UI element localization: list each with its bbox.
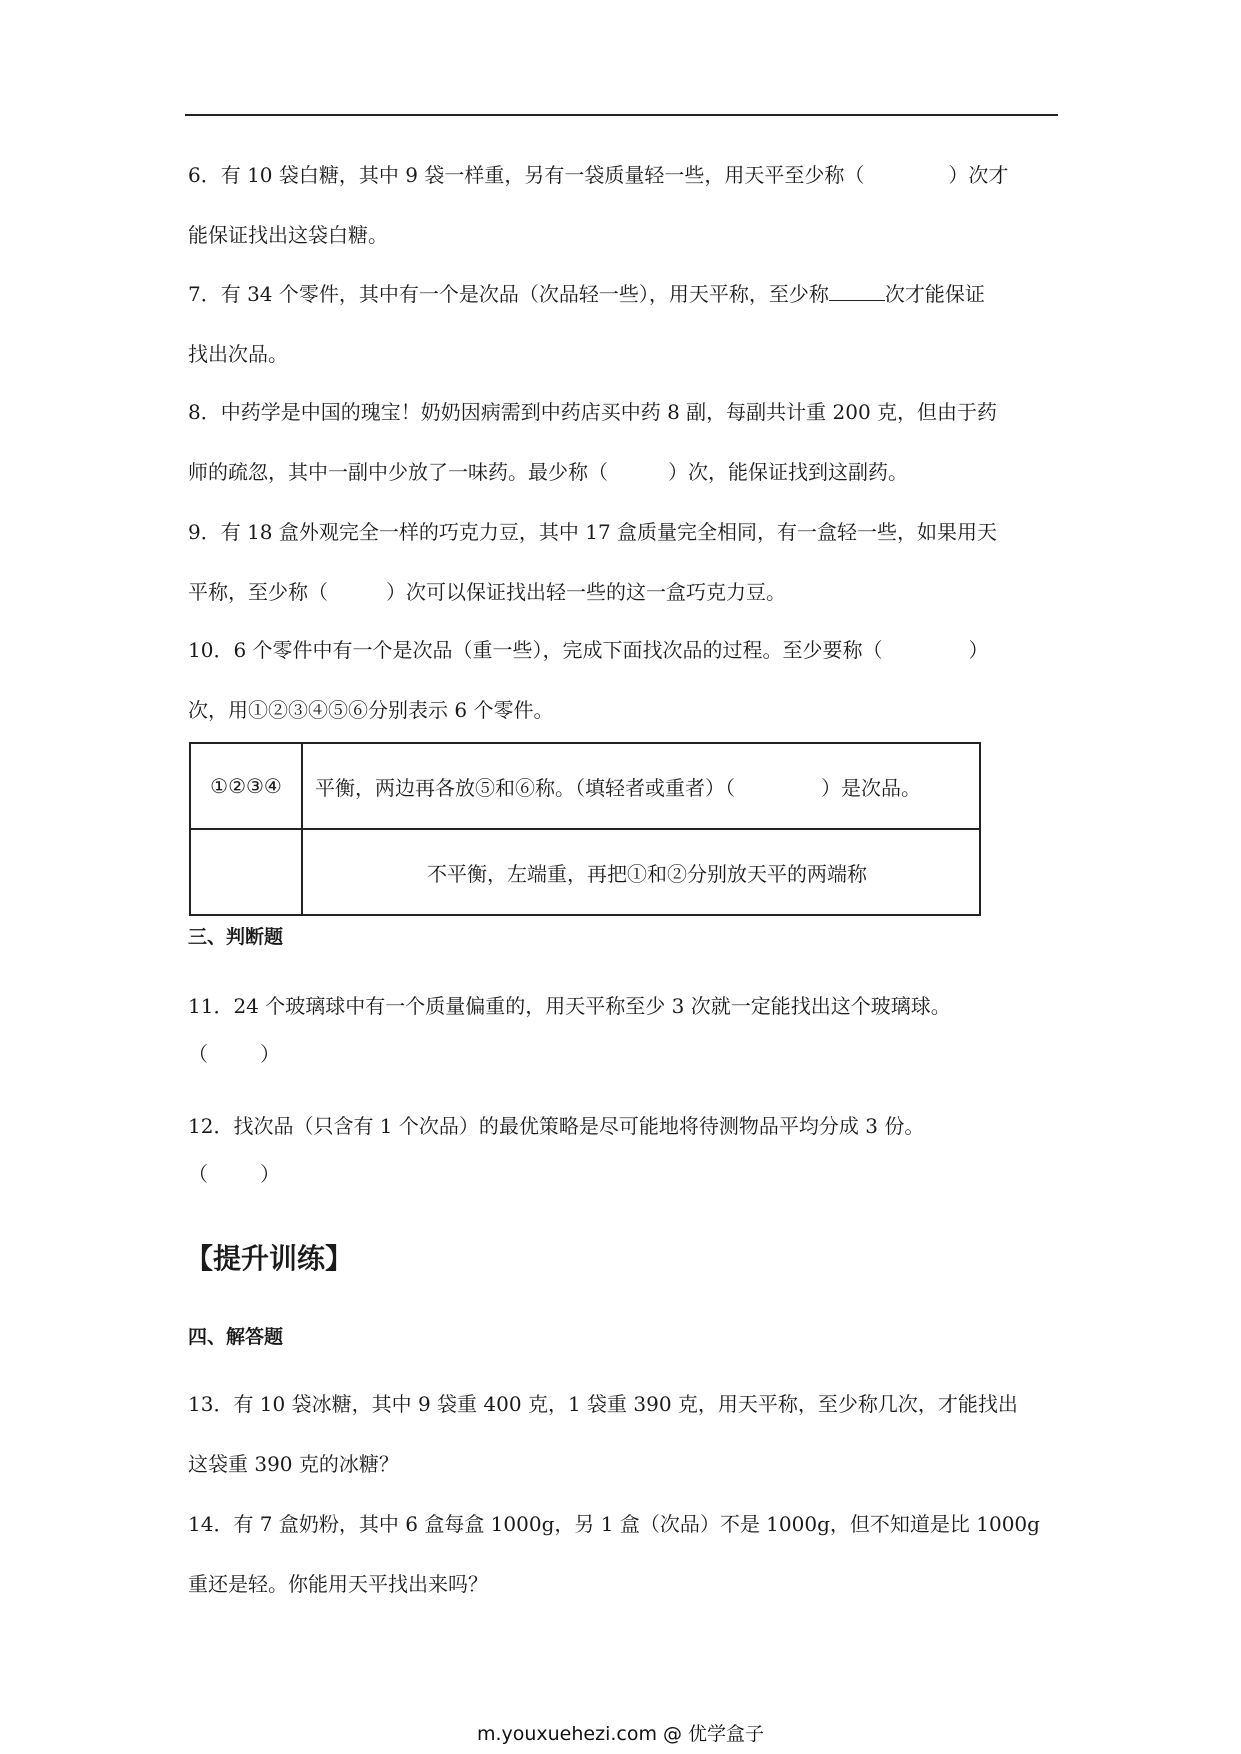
q10-text-b: ）	[968, 638, 989, 662]
q7-text-a: 7．有 34 个零件，其中有一个是次品（次品轻一些），用天平称，至少称	[188, 282, 829, 306]
q11-line1: 11．24 个玻璃球中有一个质量偏重的，用天平称至少 3 次就一定能找出这个玻璃球。	[188, 994, 951, 1018]
q9-text-b: ）次可以保证找出轻一些的这一盒巧克力豆。	[386, 580, 786, 604]
q12-line1: 12．找次品（只含有 1 个次品）的最优策略是尽可能地将待测物品平均分成 3 份。	[188, 1114, 925, 1138]
table-row	[190, 829, 980, 915]
question-9	[188, 502, 1058, 622]
q9-text-a: 平称，至少称（	[188, 580, 328, 604]
question-10	[188, 620, 1058, 740]
row1-text-b: ）是次品。	[821, 775, 921, 800]
q12-judge[interactable]	[188, 1150, 1058, 1198]
q8-text-b: ）次，能保证找到这副药。	[668, 460, 908, 484]
q6-text-b: ）次才	[948, 163, 1009, 187]
header-rule	[185, 114, 1058, 116]
footer-watermark: m.youxuehezi.com @ 优学盒子	[476, 1723, 765, 1745]
question-6	[188, 145, 1058, 265]
q11-judge[interactable]	[188, 1030, 1058, 1078]
q11-paren-close: ）	[260, 1042, 280, 1066]
q6-line2: 能保证找出这袋白糖。	[188, 223, 388, 247]
weighing-process-table	[189, 742, 981, 916]
q8-line1: 8．中药学是中国的瑰宝！奶奶因病需到中药店买中药 8 副，每副共计重 200 克，但由于药	[188, 400, 998, 424]
question-8	[188, 382, 1058, 502]
q12-paren-close: ）	[260, 1162, 280, 1186]
section3-title: 三、判断题	[188, 926, 284, 948]
q9-line1: 9．有 18 盒外观完全一样的巧克力豆，其中 17 盒质量完全相同，有一盒轻一些，如果用天	[188, 520, 998, 544]
question-12	[188, 1102, 1058, 1198]
q6-text-a: 6．有 10 袋白糖，其中 9 袋一样重，另有一袋质量轻一些，用天平至少称（	[188, 163, 865, 187]
table-row1-left: ①②③④	[190, 743, 302, 829]
q10-text-a: 10．6 个零件中有一个是次品（重一些），完成下面找次品的过程。至少要称（	[188, 638, 883, 662]
row1-text-a: 平衡，两边再各放⑤和⑥称。（填轻者或重者）（	[315, 775, 735, 800]
table-row1-right	[302, 743, 980, 829]
q8-text-a: 师的疏忽，其中一副中少放了一味药。最少称（	[188, 460, 608, 484]
section4-title: 四、解答题	[188, 1326, 284, 1348]
q10-line2: 次，用①②③④⑤⑥分别表示 6 个零件。	[188, 698, 554, 722]
q7-answer-blank[interactable]	[829, 282, 885, 301]
question-11	[188, 982, 1058, 1078]
q11-paren-open: （	[188, 1042, 208, 1066]
q7-line2: 找出次品。	[188, 342, 288, 366]
improve-title: 【提升训练】	[185, 1242, 354, 1275]
q12-paren-open: （	[188, 1162, 208, 1186]
q14-line2: 重还是轻。你能用天平找出来吗？	[188, 1572, 488, 1596]
q13-line1: 13．有 10 袋冰糖，其中 9 袋重 400 克，1 袋重 390 克，用天平称，至少称几次，才能找出	[188, 1392, 1018, 1416]
table-row	[190, 743, 980, 829]
table-row2-left	[190, 829, 302, 915]
q14-line1: 14．有 7 盒奶粉，其中 6 盒每盒 1000g，另 1 盒（次品）不是 1000g，但不知道是比 1000g	[188, 1512, 1040, 1536]
table-row2-right: 不平衡，左端重，再把①和②分别放天平的两端称	[302, 829, 980, 915]
q13-line2: 这袋重 390 克的冰糖？	[188, 1452, 399, 1476]
q7-text-b: 次才能保证	[884, 282, 985, 306]
question-7	[188, 264, 1058, 384]
question-13	[188, 1374, 1058, 1494]
question-14	[188, 1494, 1058, 1614]
